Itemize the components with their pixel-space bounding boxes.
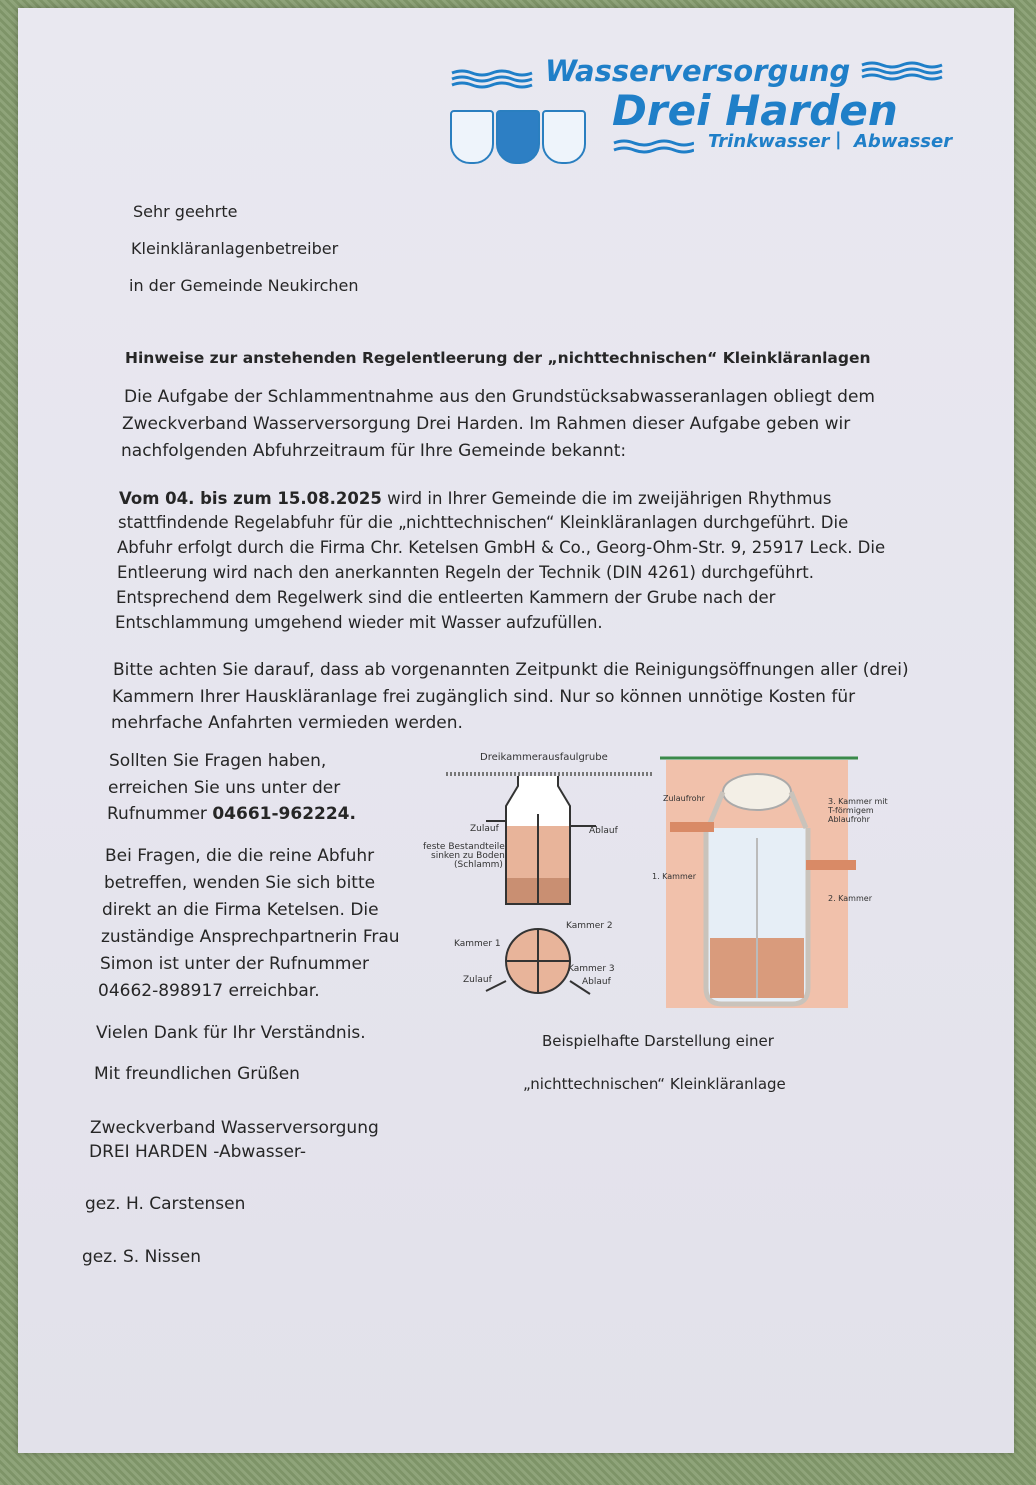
diagram-label-zulauf: Zulauf <box>463 975 492 985</box>
diagram-label-kammer3: Ablaufrohr <box>828 815 870 824</box>
paragraph-line: nachfolgenden Abfuhrzeitraum für Ihre Gemeinde bekannt: <box>121 441 627 461</box>
ketelsen-line: direkt an die Firma Ketelsen. Die <box>102 900 379 920</box>
contact-line: Sollten Sie Fragen haben, <box>109 751 327 771</box>
diagram-caption: Beispielhafte Darstellung einer <box>542 1032 774 1050</box>
contact-text: Rufnummer <box>107 804 213 824</box>
logo-sub-right: Abwasser <box>854 131 953 152</box>
diagram-label-sediment: (Schlamm) <box>454 860 503 870</box>
diagram-label-kammer3: 3. Kammer mit <box>828 797 888 806</box>
diagram-label-kammer2: 2. Kammer <box>828 894 872 903</box>
wave-icon <box>450 68 540 90</box>
logo-sub-left: Trinkwasser <box>708 131 830 152</box>
paragraph-line: Entleerung wird nach den anerkannten Regeln der Technik (DIN 4261) durchgeführt. <box>117 563 814 582</box>
septic-tank-section-diagram <box>446 766 652 1006</box>
letter-page <box>18 8 1014 1453</box>
paragraph-line: stattfindende Regelabfuhr für die „nichttechnischen“ Kleinkläranlagen durchgeführt. Die <box>118 513 849 532</box>
ketelsen-line: zuständige Ansprechpartnerin Frau <box>101 927 400 947</box>
wave-icon <box>612 138 694 158</box>
diagram-label-zulauf: Zulauf <box>470 824 499 834</box>
diagram-label-sediment: feste Bestandteile <box>423 842 505 852</box>
crest-icon <box>496 110 540 164</box>
contact-line: erreichen Sie uns unter der <box>108 778 341 798</box>
date-range: Vom 04. bis zum 15.08.2025 <box>119 489 382 508</box>
paragraph-line: Entschlammung umgehend wieder mit Wasser aufzufüllen. <box>115 613 603 632</box>
address-line: in der Gemeinde Neukirchen <box>129 276 359 295</box>
subject-heading: Hinweise zur anstehenden Regelentleerung der „nichttechnischen“ Kleinkläranlagen <box>125 349 871 367</box>
diagram-label-kammer1: Kammer 1 <box>454 939 501 949</box>
diagram-label-zulaufrohr: Zulaufrohr <box>663 794 705 803</box>
paragraph-line: Die Aufgabe der Schlammentnahme aus den Grundstücksabwasseranlagen obliegt dem <box>124 387 875 407</box>
logo-line1: Wasserversorgung <box>545 54 851 88</box>
greeting-line: Mit freundlichen Grüßen <box>94 1064 300 1084</box>
phone-number: 04661-962224. <box>212 804 356 824</box>
org-line: DREI HARDEN -Abwasser- <box>89 1142 306 1162</box>
logo-line2: Drei Harden <box>612 86 898 135</box>
paragraph-line: Entsprechend dem Regelwerk sind die entleerten Kammern der Grube nach der <box>116 588 776 607</box>
diagram-label-sediment: sinken zu Boden <box>431 851 505 861</box>
wave-icon <box>860 60 944 82</box>
ketelsen-line: betreffen, wenden Sie sich bitte <box>104 873 376 893</box>
logo-sub-separator: | <box>835 129 842 150</box>
org-line: Zweckverband Wasserversorgung <box>90 1118 379 1138</box>
diagram-label-ablauf: Ablauf <box>589 826 618 836</box>
ketelsen-line: Bei Fragen, die die reine Abfuhr <box>105 846 375 866</box>
crest-icon <box>450 110 494 164</box>
contact-line <box>107 804 356 824</box>
paragraph-line: Zweckverband Wasserversorgung Drei Harden. Im Rahmen dieser Aufgabe geben wir <box>122 414 851 434</box>
diagram-label-kammer2: Kammer 2 <box>566 921 613 931</box>
diagram-label-kammer3: Kammer 3 <box>568 964 615 974</box>
address-line: Sehr geehrte <box>133 202 238 221</box>
crest-icon <box>542 110 586 164</box>
diagram-label-kammer3: T-förmigem <box>828 806 874 815</box>
diagram-label-kammer1: 1. Kammer <box>652 872 696 881</box>
signature-line: gez. H. Carstensen <box>85 1194 246 1214</box>
thanks-line: Vielen Dank für Ihr Verständnis. <box>96 1023 366 1043</box>
paragraph-line: Kammern Ihrer Hauskläranlage frei zugänglich sind. Nur so können unnötige Kosten für <box>112 687 856 707</box>
ketelsen-line: Simon ist unter der Rufnummer <box>100 954 369 974</box>
paragraph-text: wird in Ihrer Gemeinde die im zweijährigen Rhythmus <box>381 489 832 508</box>
ketelsen-line: 04662-898917 erreichbar. <box>98 981 320 1001</box>
diagram-caption: „nichttechnischen“ Kleinkläranlage <box>523 1075 786 1093</box>
diagram-label-ablauf: Ablauf <box>582 977 611 987</box>
diagram-title: Dreikammerausfaulgrube <box>480 752 608 763</box>
paragraph-line: Bitte achten Sie darauf, dass ab vorgenannten Zeitpunkt die Reinigungsöffnungen aller (drei) <box>113 660 909 680</box>
address-line: Kleinkläranlagenbetreiber <box>131 239 339 258</box>
signature-line: gez. S. Nissen <box>82 1247 201 1267</box>
paragraph-line: mehrfache Anfahrten vermieden werden. <box>111 713 463 733</box>
paragraph-line: Abfuhr erfolgt durch die Firma Chr. Ketelsen GmbH & Co., Georg-Ohm-Str. 9, 25917 Leck. Die <box>117 538 886 557</box>
paragraph-line <box>119 489 832 508</box>
